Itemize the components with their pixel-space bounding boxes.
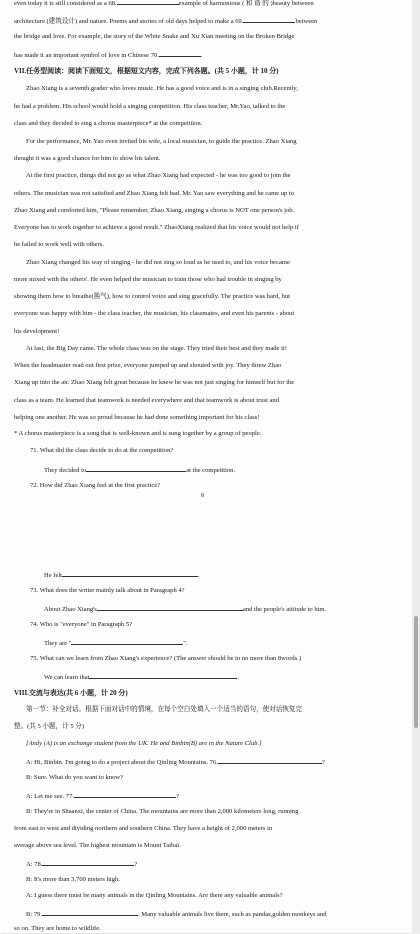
answer-74-blank[interactable] [71, 637, 183, 645]
paragraph-4-line: everyone was happy with him - the class teacher, the musician, his classmates, and even his parents - about [14, 310, 295, 317]
section-7-title: VII.任务型阅读：阅读下面短文，根据短文内容，完成下列各题。(共 5 小题，计 10 分) [14, 67, 279, 75]
paragraph-1-line: Zhao Xiang is a seventh grader who loves music. He has a good voice and is in a singing club.Recently, [26, 85, 298, 92]
blank-69[interactable] [243, 15, 295, 23]
dialogue-line: B: It's more than 3,700 meters high. [26, 876, 120, 883]
paragraph-5-line: class as a team. He learned that teamwork is needed everywhere and that teamwork is about trust and [14, 397, 279, 404]
paragraph-3-line: others. The musician was not satisfied and Zhao Xiang felt bad. Mr. Yao saw everything and he came up to [14, 190, 294, 197]
question-75: 75. What can we learn from Zhao Xiang's experience? (The answer should be in no more than 8words.) [30, 655, 302, 662]
paragraph-4-line: more mixed with the others'. He even helped the musician to train those who had trouble in singing by [14, 276, 282, 283]
question-71: 71. What did the class decide to do at the competition? [30, 447, 174, 454]
paragraph-4-line: his development! [14, 328, 60, 335]
scrollbar-thumb[interactable] [414, 616, 418, 728]
blank-68[interactable] [117, 0, 179, 5]
paragraph-4-line: Zhao Xiang changed his way of singing - he did not sing so loud as he used to, and his voice became [26, 259, 290, 266]
page-number: 8 [201, 493, 204, 499]
blank-79[interactable] [42, 908, 138, 916]
dialogue-line: B: They're in Shaanxi, the center of China. The mountains are more than 2,000 kilometers long, running [26, 808, 299, 815]
paragraph-5-line: helping one another. He was so proud because he had done something important for his class! [14, 414, 260, 421]
paragraph-3-line: Zhao Xiang and comforted him, "Please remember, Zhao Xiang, singing a chorus is NOT one person's job. [14, 207, 295, 214]
blank-76[interactable] [218, 756, 322, 764]
question-74: 74. Who is "everyone" in Paragraph 5? [30, 621, 133, 628]
paragraph-3-line: Everyone has to work together to achieve a good result." ZhaoXiang realized that his voice would not help if [14, 224, 299, 231]
answer-72-blank[interactable] [62, 569, 198, 577]
paragraph-2-line: thought it was a good chance for him to show his talent. [14, 155, 161, 162]
paragraph-5-line: At last, the Big Day came. The whole class was on the stage. They tried their best and they made it! [26, 345, 287, 352]
section-8-intro-line: 整。(共 5 小题，计 5 分) [14, 723, 85, 730]
blank-77[interactable] [74, 790, 176, 798]
dialogue-line: A: I guess there must be many animals in the Qinling Mountains. Are there any valuable animals? [26, 892, 283, 899]
blank-70[interactable] [159, 49, 201, 57]
paragraph-3-line: he failed to work well with others. [14, 241, 104, 248]
paragraph-1-line: he had a problem. His school would hold a singing competition. His class teacher, Mr.Yao, talked to the [14, 103, 286, 110]
dialogue-line: so on. They are home to wildlife. [14, 925, 101, 932]
answer-75-blank[interactable] [89, 671, 237, 679]
section-8-title: VIII.交流与表达(共 6 小题，计 20 分) [14, 689, 128, 697]
answer-71: They decided to at the competition. [44, 464, 420, 476]
passage-line: has made it an important symbol of love in Chinese 70. . [14, 49, 406, 61]
dialogue-line: B: 79. . Many valuable animals live there, such as pandas,golden monkeys and [26, 908, 406, 920]
footnote: * A chorus masterpiece is a song that is well-known and is sung together by a group of people. [14, 430, 262, 437]
dialogue-line: A: Let me see. 77. ? [26, 790, 406, 802]
paragraph-1-line: class and they decided to sing a chorus masterpiece* at the competition. [14, 120, 203, 127]
paragraph-5-line: When the headmaster read out first prize, everyone jumped up and shouted with joy. They threw Zhao [14, 362, 282, 369]
dialogue-line: A: 78. ? [26, 858, 406, 870]
vertical-scrollbar[interactable] [412, 0, 420, 933]
answer-73-blank[interactable] [97, 603, 243, 611]
dialogue-line: from east to west and dividing northern and southern China. They have a height of 2,000 meters in [14, 825, 273, 832]
answer-74: They are " ". [44, 637, 420, 649]
paragraph-3-line: At the first practice, things did not go as what Zhao Xiang had expected - he was too good to join the [26, 172, 291, 179]
paragraph-4-line: showing them how to breathe(换气), how to control voice and sing gracefully. The practice was hard, but [14, 293, 290, 300]
passage-line: even today it is still considered as a 68. example of harmonious ( 和 谐 的 )beauty between [14, 0, 406, 9]
answer-72: He felt . [44, 569, 420, 581]
answer-75: We can learn that . [44, 671, 420, 683]
answer-73: About Zhao Xiang's and the people's attitude to him. [44, 603, 420, 615]
section-8-intro-line: 第一节：补全对话。根据下面对话中的情境，在每个空白处填入一个适当的语句，使对话恢复完 [26, 706, 303, 713]
dialogue-line: A: Hi, Binbin. I'm going to do a project about the Qinling Mountains. 76. ? [26, 756, 406, 768]
dialogue-setting: [Andy (A) is an exchange student from the UK. He and Binbin(B) are in the Nature Club.] [26, 740, 262, 747]
question-73: 73. What does the writer mainly talk about in Paragraph 4? [30, 587, 185, 594]
blank-78[interactable] [42, 858, 134, 866]
passage-line: architecture (建筑设计) and nature. Poems and stories of old days helped to make a 69. between [14, 15, 406, 27]
dialogue-line: average above sea level. The highest mountain is Mount Taibai. [14, 842, 181, 849]
answer-71-blank[interactable] [86, 464, 186, 472]
paragraph-5-line: Xiang up into the air. Zhao Xiang felt great because he knew he was not just singing for himself but for the [14, 379, 295, 386]
passage-line: the bridge and love. For example, the story of the White Snake and Xu Xian meeting on the Broken Bridge [14, 33, 295, 40]
question-72: 72. How did Zhao Xiang feel at the first practice? [30, 482, 161, 489]
paragraph-2-line: For the performance, Mr. Yao even invited his wife, a local musician, to guide the practice. Zhao Xiang [26, 138, 297, 145]
dialogue-line: B: Sure. What do you want to know? [26, 774, 123, 781]
